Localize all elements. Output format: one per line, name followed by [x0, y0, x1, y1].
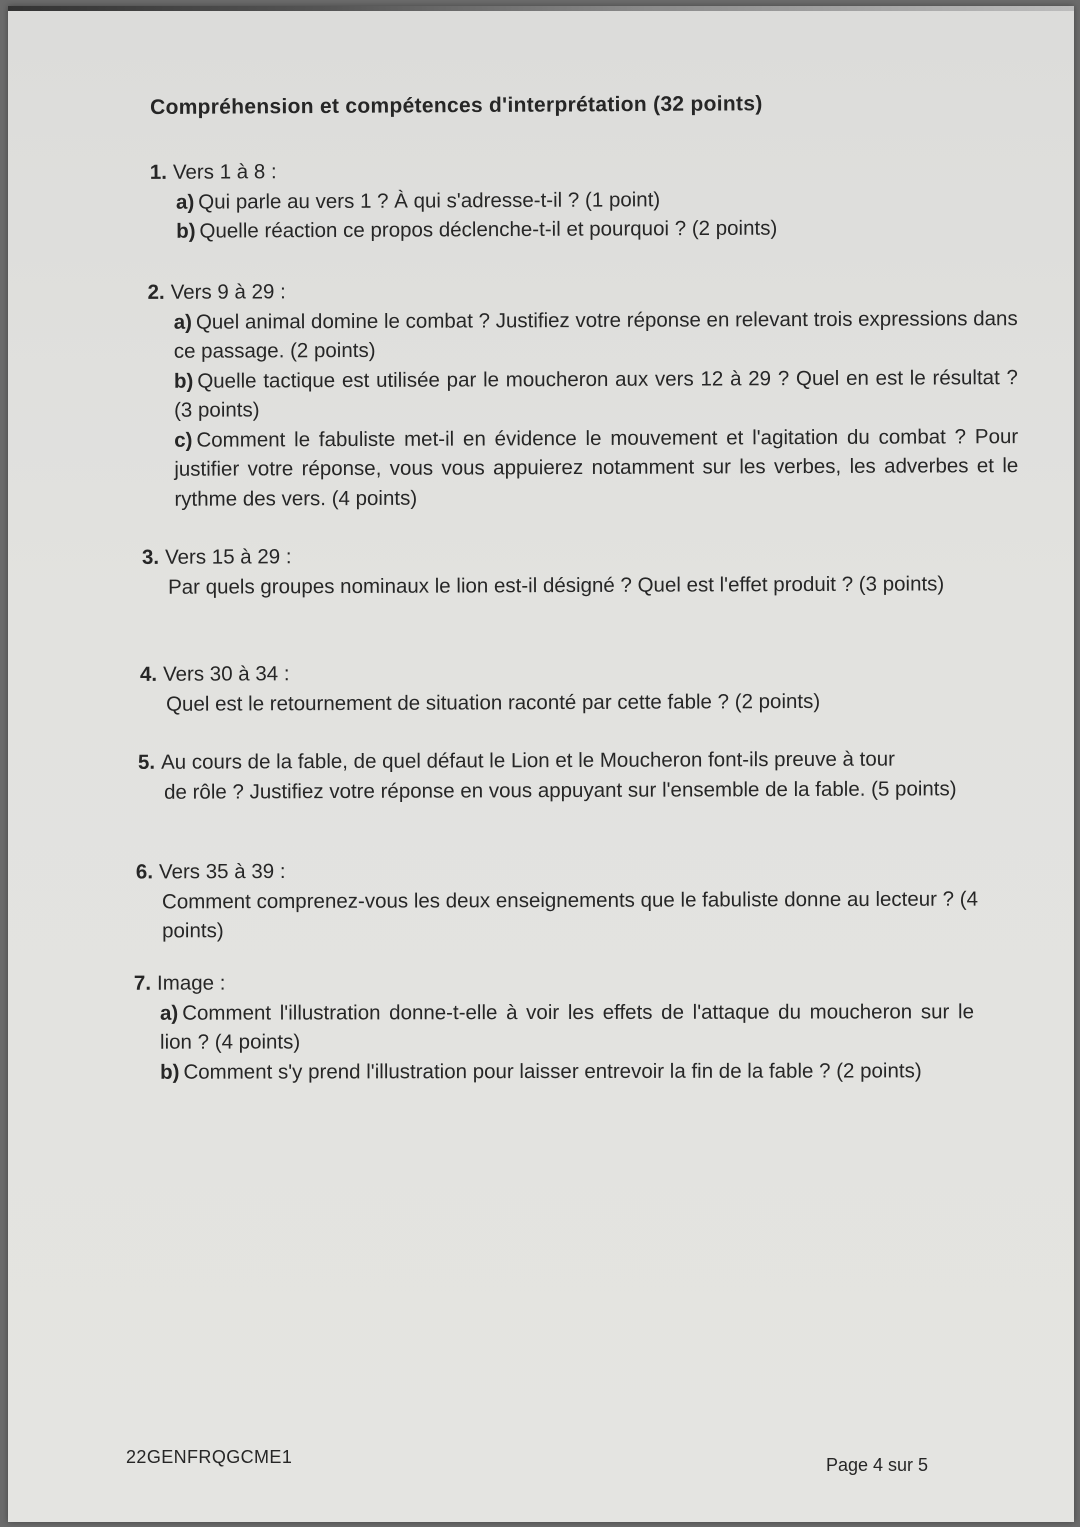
question-heading: Vers 1 à 8 :: [172, 160, 277, 184]
sub-text: Qui parle au vers 1 ? À qui s'adresse-t-il ? (1 point): [198, 187, 661, 214]
sub-question-1a: [176, 184, 870, 217]
question-body: Comment comprenez-vous les deux enseignements que le fabuliste donne au lecteur ? (4 points): [161, 887, 979, 943]
exam-page: [8, 6, 1074, 1522]
question-number: 5.: [137, 750, 156, 774]
question-3: [142, 539, 1002, 602]
sub-letter: c): [174, 428, 193, 452]
question-6: [136, 855, 978, 946]
sub-text: Quelle tactique est utilisée par le moucheron aux vers 12 à 29 ? Quel en est le résultat ? (3 points): [174, 365, 1018, 422]
question-7: [134, 967, 974, 1086]
question-number: 3.: [141, 545, 160, 569]
sub-question-2b: [174, 363, 1018, 426]
question-heading: Au cours de la fable, de quel défaut le Lion et le Moucheron font-ils preuve à tour: [160, 747, 895, 774]
sub-text: Comment le fabuliste met-il en évidence le mouvement et l'agitation du combat ? Pour justifier votre réponse, vous vous appuierez notamment sur les verbes, les adverbes et le rythme des vers. (4 points): [174, 424, 1019, 511]
question-heading: Vers 35 à 39 :: [158, 859, 286, 884]
sub-question-7b: [160, 1056, 974, 1087]
subject-code: 22GENFRQGCME1: [126, 1447, 293, 1467]
question-number: 1.: [149, 160, 168, 184]
question-2: [147, 274, 1018, 514]
sub-text: Quelle réaction ce propos déclenche-t-il et pourquoi ? (2 points): [199, 216, 778, 243]
sub-letter: b): [176, 219, 196, 243]
sub-letter: a): [159, 1001, 179, 1025]
question-5: [138, 744, 990, 807]
question-number: 2.: [147, 280, 165, 304]
sub-text: Quel animal domine le combat ? Justifiez votre réponse en relevant trois expressions dans ce passage. (2 points): [173, 306, 1018, 363]
page-title: Compréhension et compétences d'interprétation (32 points): [150, 92, 763, 119]
question-heading: Vers 9 à 29 :: [170, 280, 286, 304]
sub-question-1b: [176, 213, 870, 246]
question-heading: Vers 30 à 34 :: [162, 662, 290, 686]
question-heading: Vers 15 à 29 :: [164, 545, 292, 569]
question-body: de rôle ? Justifiez votre réponse en vous appuyant sur l'ensemble de la fable. (5 points): [164, 776, 957, 804]
question-number: 6.: [135, 860, 154, 884]
question-number: 7.: [133, 971, 152, 995]
question-body: Par quels groupes nominaux le lion est-il désigné ? Quel est l'effet produit ? (3 points): [168, 571, 945, 599]
sub-text: Comment s'y prend l'illustration pour laisser entrevoir la fin de la fable ? (2 points): [183, 1058, 922, 1084]
question-number: 4.: [139, 662, 158, 686]
sub-question-2a: [174, 304, 1018, 367]
sub-letter: b): [173, 369, 194, 393]
sub-text: Comment l'illustration donne-t-elle à voir les effets de l'attaque du moucheron sur le lion ? (4 points): [160, 999, 974, 1054]
question-body: Quel est le retournement de situation raconté par cette fable ? (2 points): [166, 689, 821, 716]
question-1: [150, 154, 870, 246]
sub-letter: a): [173, 310, 192, 334]
sub-letter: a): [175, 190, 195, 214]
question-heading: Image :: [157, 971, 226, 995]
sub-letter: b): [160, 1060, 180, 1084]
sub-question-7a: [160, 997, 974, 1057]
sub-question-2c: [174, 422, 1018, 514]
scan-edge-shadow: [8, 6, 1074, 11]
question-4: [140, 656, 1000, 719]
page-number: Page 4 sur 5: [826, 1455, 929, 1475]
